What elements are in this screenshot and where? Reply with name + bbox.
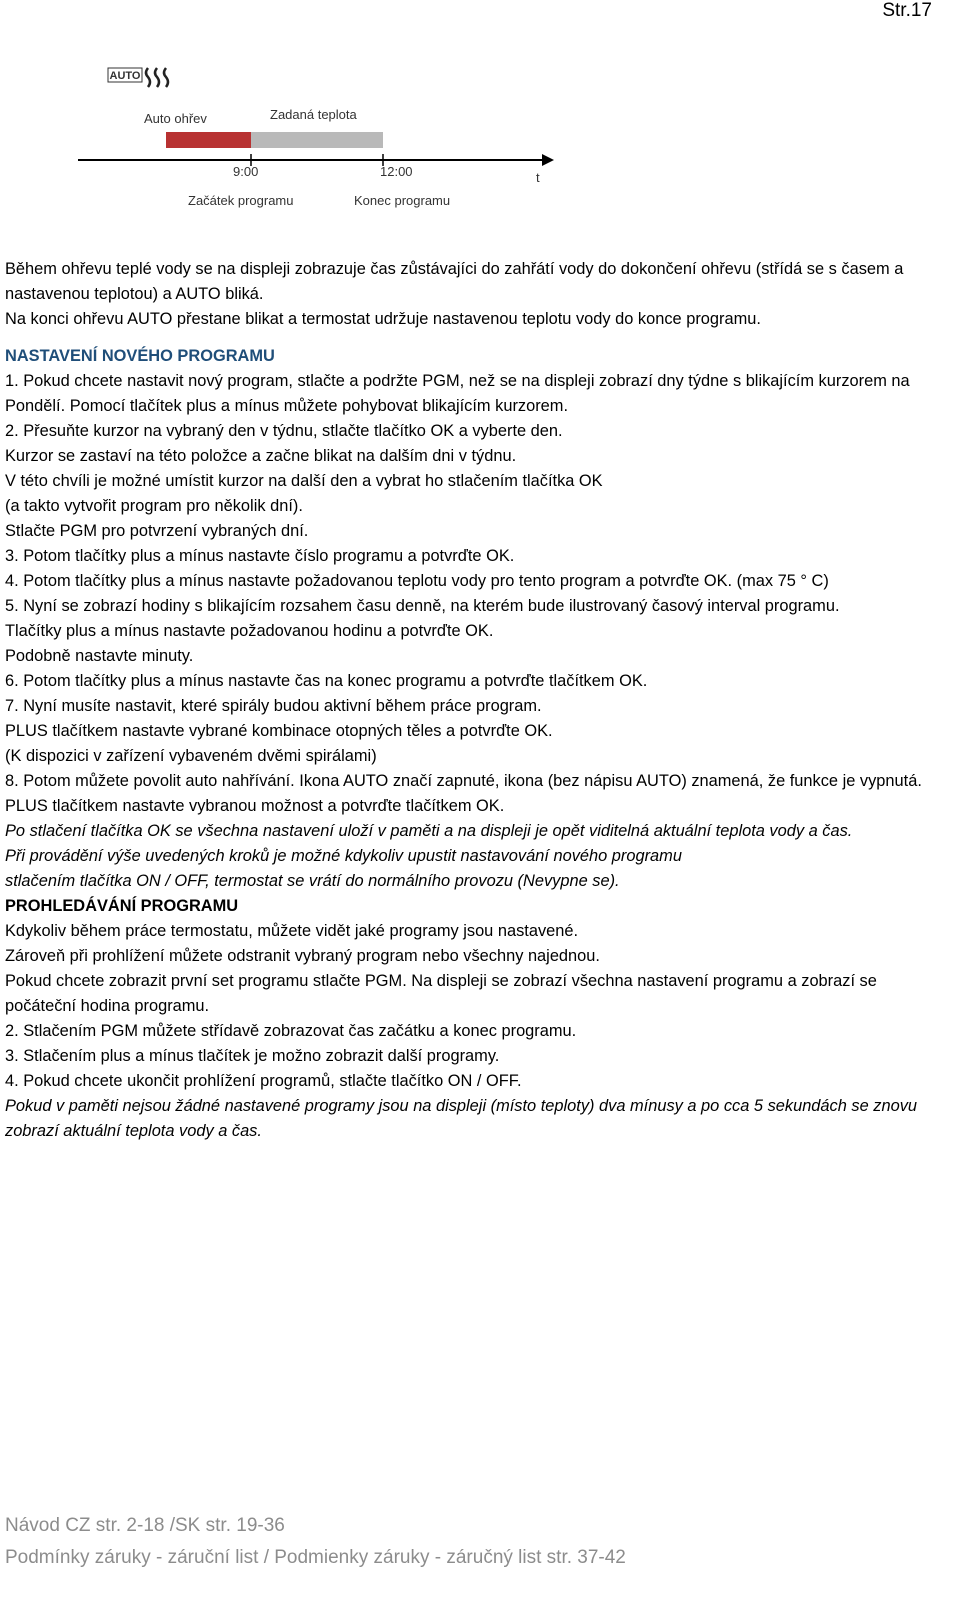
- end-time-label: 12:00: [380, 164, 413, 179]
- new-program-line: (a takto vytvořit program pro několik dní).: [5, 497, 303, 515]
- axis-t-label: t: [536, 170, 540, 185]
- new-program-line: 1. Pokud chcete nastavit nový program, stlačte a podržte PGM, než se na displeji zobrazí dny týdne s blikajícím kurzorem na Pondělí. Pomocí tlačítek plus a mínus můžete pohybovat blikajícím kurzorem.: [5, 372, 910, 415]
- new-program-line: PLUS tlačítkem nastavte vybranou možnost a potvrďte tlačítkem OK.: [5, 797, 505, 815]
- footer-line-2: Podmínky záruky - záruční list / Podmienky záruky - záručný list str. 37-42: [5, 1547, 626, 1568]
- new-program-line: 6. Potom tlačítky plus a mínus nastavte čas na konec programu a potvrďte tlačítkem OK.: [5, 672, 648, 690]
- browse-line: 4. Pokud chcete ukončit prohlížení programů, stlačte tlačítko ON / OFF.: [5, 1072, 522, 1090]
- section-heading-new-program: NASTAVENÍ NOVÉHO PROGRAMU: [5, 347, 275, 365]
- section-heading-browse: PROHLEDÁVÁNÍ PROGRAMU: [5, 897, 239, 915]
- new-program-line: 8. Potom můžete povolit auto nahřívání. Ikona AUTO značí zapnuté, ikona (bez nápisu AUTO) znamená, že funkce je vypnutá.: [5, 772, 922, 790]
- program-end-label: Konec programu: [354, 193, 451, 208]
- browse-line: 2. Stlačením PGM můžete střídavě zobrazovat čas začátku a konec programu.: [5, 1022, 577, 1040]
- timeline-svg: [78, 64, 578, 224]
- page-number: Str.17: [882, 0, 932, 21]
- new-program-line: 7. Nyní musíte nastavit, které spirály budou aktivní během práce program.: [5, 697, 542, 715]
- document-body: [5, 257, 950, 1144]
- set-temperature-bar: [251, 132, 383, 148]
- browse-line: Zároveň při prohlížení můžete odstranit vybraný program nebo všechny najednou.: [5, 947, 600, 965]
- set-temperature-label: Zadaná teplota: [270, 107, 357, 122]
- new-program-line: PLUS tlačítkem nastavte vybrané kombinace otopných těles a potvrďte OK.: [5, 722, 553, 740]
- intro-paragraph-2: Na konci ohřevu AUTO přestane blikat a termostat udržuje nastavenou teplotu vody do konce programu.: [5, 310, 761, 328]
- browse-italic-note: Pokud v paměti nejsou žádné nastavené programy jsou na displeji (místo teploty) dva mínusy a po cca 5 sekundách se znovu zobrazí aktuální teplota vody a čas.: [5, 1097, 918, 1140]
- new-program-line: V této chvíli je možné umístit kurzor na další den a vybrat ho stlačením tlačítka OK: [5, 472, 603, 490]
- auto-badge-text: AUTO: [109, 70, 141, 82]
- intro-paragraph-1: Během ohřevu teplé vody se na displeji zobrazuje čas zůstávajíci do zahřátí vody do dokončení ohřevu (střídá se s časem a nastavenou teplotou) a AUTO bliká.: [5, 260, 904, 303]
- new-program-line: Stlačte PGM pro potvrzení vybraných dní.: [5, 522, 309, 540]
- page-footer: [5, 1510, 950, 1574]
- browse-line: Kdykoliv během práce termostatu, můžete vidět jaké programy jsou nastavené.: [5, 922, 579, 940]
- footer-line-1: Návod CZ str. 2-18 /SK str. 19-36: [5, 1515, 285, 1536]
- new-program-line: (K dispozici v zařízení vybaveném dvěmi spirálami): [5, 747, 377, 765]
- new-program-line: 5. Nyní se zobrazí hodiny s blikajícím rozsahem času denně, na kterém bude ilustrovaný časový interval programu.: [5, 597, 840, 615]
- new-program-italic-note: Po stlačení tlačítka OK se všechna nastavení uloží v paměti a na displeji je opět viditelná aktuální teplota vody a čas.: [5, 822, 853, 840]
- browse-line: 3. Stlačením plus a mínus tlačítek je možno zobrazit další programy.: [5, 1047, 500, 1065]
- heating-period-bar: [166, 132, 251, 148]
- new-program-italic-note: stlačením tlačítka ON / OFF, termostat se vrátí do normálního provozu (Nevypne se).: [5, 872, 620, 890]
- new-program-line: Kurzor se zastaví na této položce a začne blikat na dalším dni v týdnu.: [5, 447, 517, 465]
- program-timeline-diagram: [78, 64, 578, 224]
- new-program-italic-note: Při provádění výše uvedených kroků je možné kdykoliv upustit nastavování nového programu: [5, 847, 682, 865]
- auto-heating-label: Auto ohřev: [144, 111, 207, 126]
- new-program-line: Tlačítky plus a mínus nastavte požadovanou hodinu a potvrďte OK.: [5, 622, 494, 640]
- start-time-label: 9:00: [233, 164, 259, 179]
- time-axis-arrow: [542, 154, 554, 166]
- browse-line: Pokud chcete zobrazit první set programu stlačte PGM. Na displeji se zobrazí všechna nastavení programu a zobrazí se počáteční hodina programu.: [5, 972, 877, 1015]
- new-program-line: Podobně nastavte minuty.: [5, 647, 194, 665]
- new-program-line: 3. Potom tlačítky plus a mínus nastavte číslo programu a potvrďte OK.: [5, 547, 515, 565]
- new-program-line: 4. Potom tlačítky plus a mínus nastavte požadovanou teplotu vody pro tento program a potvrďte OK. (max 75 ° C): [5, 572, 829, 590]
- new-program-line: 2. Přesuňte kurzor na vybraný den v týdnu, stlačte tlačítko OK a vyberte den.: [5, 422, 563, 440]
- heat-waves-icon: [146, 68, 168, 87]
- program-start-label: Začátek programu: [188, 193, 294, 208]
